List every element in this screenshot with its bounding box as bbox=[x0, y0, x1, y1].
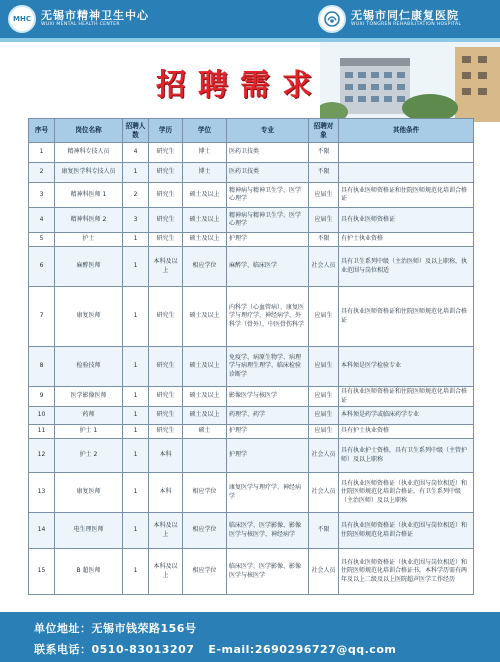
cell-major: 内科学（心血管病）、康复医学与理疗学、神经病学、外科学（骨外）、中医骨伤科学 bbox=[227, 287, 309, 347]
right-hospital-name: 无锡市同仁康复医院 bbox=[351, 8, 459, 22]
cell-conditions: 具有执业医师资格证和住院医师规范化培训合格证 bbox=[339, 387, 474, 407]
cell-headcount: 1 bbox=[123, 407, 149, 425]
mhc-logo-icon bbox=[8, 5, 36, 33]
table-row bbox=[29, 347, 474, 387]
table-row bbox=[29, 208, 474, 233]
table-row bbox=[29, 183, 474, 208]
cell-conditions bbox=[339, 163, 474, 183]
cell-index: 15 bbox=[29, 549, 55, 595]
cell-major: 护理学 bbox=[227, 425, 309, 439]
cell-position: 护士 2 bbox=[55, 439, 123, 473]
cell-education: 研究生 bbox=[149, 387, 183, 407]
cell-position: 康复医师 bbox=[55, 473, 123, 513]
address-value: 无锡市钱荣路156号 bbox=[91, 622, 197, 635]
header-conditions: 其他条件 bbox=[339, 119, 474, 143]
cell-major: 麻醉学、临床医学 bbox=[227, 247, 309, 287]
cell-education: 本科 bbox=[149, 473, 183, 513]
cell-position: 检验技师 bbox=[55, 347, 123, 387]
cell-position: 康复医师 bbox=[55, 287, 123, 347]
cell-education: 研究生 bbox=[149, 425, 183, 439]
table-row bbox=[29, 473, 474, 513]
cell-index: 1 bbox=[29, 143, 55, 163]
cell-major: 临床医学、医学影像、影像医学与核医学、神经病学 bbox=[227, 513, 309, 549]
cell-headcount: 3 bbox=[123, 208, 149, 233]
email-value[interactable]: 2690296727@qq.com bbox=[254, 643, 397, 656]
cell-degree bbox=[183, 439, 227, 473]
cell-index: 9 bbox=[29, 387, 55, 407]
cell-target: 社会人员 bbox=[309, 439, 339, 473]
cell-major: 医药卫技类 bbox=[227, 163, 309, 183]
cell-index: 3 bbox=[29, 183, 55, 208]
cell-headcount: 1 bbox=[123, 549, 149, 595]
tongren-logo-icon bbox=[318, 5, 346, 33]
cell-index: 8 bbox=[29, 347, 55, 387]
contact-line bbox=[34, 641, 396, 657]
cell-position: 护士 bbox=[55, 233, 123, 247]
cell-position: 麻醉医师 bbox=[55, 247, 123, 287]
cell-headcount: 1 bbox=[123, 163, 149, 183]
cell-headcount: 1 bbox=[123, 233, 149, 247]
header-headcount: 招聘人数 bbox=[123, 119, 149, 143]
cell-index: 14 bbox=[29, 513, 55, 549]
cell-index: 11 bbox=[29, 425, 55, 439]
cell-position: 医学影像医师 bbox=[55, 387, 123, 407]
cell-headcount: 1 bbox=[123, 425, 149, 439]
cell-position: 精神科医师 1 bbox=[55, 183, 123, 208]
cell-degree: 硕士及以上 bbox=[183, 233, 227, 247]
phone-value: 0510-83013207 bbox=[91, 643, 195, 656]
cell-headcount: 1 bbox=[123, 287, 149, 347]
header-major: 专业 bbox=[227, 119, 309, 143]
cell-education: 研究生 bbox=[149, 163, 183, 183]
cell-target: 应届生 bbox=[309, 183, 339, 208]
cell-degree: 硕士及以上 bbox=[183, 387, 227, 407]
cell-degree: 硕士及以上 bbox=[183, 183, 227, 208]
address-label: 单位地址： bbox=[34, 622, 92, 635]
cell-education: 本科及以上 bbox=[149, 549, 183, 595]
cell-target: 不限 bbox=[309, 513, 339, 549]
cell-position: 药师 bbox=[55, 407, 123, 425]
header-education: 学历 bbox=[149, 119, 183, 143]
cell-major: 康复医学与理疗学、神经病学 bbox=[227, 473, 309, 513]
cell-degree: 相应学位 bbox=[183, 473, 227, 513]
left-hospital-logo bbox=[8, 5, 149, 33]
table-row bbox=[29, 439, 474, 473]
cell-target: 社会人员 bbox=[309, 549, 339, 595]
table-row bbox=[29, 549, 474, 595]
cell-major: 护理学 bbox=[227, 439, 309, 473]
cell-conditions: 具有卫生系列中级（主治医师）及以上职称，执业范围与岗位相适 bbox=[339, 247, 474, 287]
cell-index: 4 bbox=[29, 208, 55, 233]
mhc-logo-mark: MHC bbox=[13, 15, 31, 23]
cell-conditions: 本科须是医学检验专业 bbox=[339, 347, 474, 387]
cell-major: 医药卫技类 bbox=[227, 143, 309, 163]
cell-major: 精神病与精神卫生学、医学心理学 bbox=[227, 183, 309, 208]
header-index: 序号 bbox=[29, 119, 55, 143]
address-line bbox=[34, 620, 196, 636]
cell-position: B 超医师 bbox=[55, 549, 123, 595]
cell-degree: 硕士及以上 bbox=[183, 347, 227, 387]
cell-education: 本科及以上 bbox=[149, 513, 183, 549]
cell-headcount: 1 bbox=[123, 387, 149, 407]
table-row bbox=[29, 233, 474, 247]
table-row bbox=[29, 387, 474, 407]
cell-education: 研究生 bbox=[149, 347, 183, 387]
cell-headcount: 4 bbox=[123, 143, 149, 163]
cell-education: 研究生 bbox=[149, 233, 183, 247]
cell-degree: 硕士 bbox=[183, 425, 227, 439]
cell-conditions: 具有执业医师资格证和住院医师规范化培训合格证 bbox=[339, 287, 474, 347]
cell-conditions: 具有执业医师资格证（执业范围与岗位相适）和住院医师规范化培训合格证书，本科学历需有两年及以上二级及以上医院超声医学工作经历 bbox=[339, 549, 474, 595]
page-title: 招聘需求 bbox=[156, 68, 324, 103]
cell-target: 不限 bbox=[309, 143, 339, 163]
cell-major: 精神病与精神卫生学、医学心理学 bbox=[227, 208, 309, 233]
table-row bbox=[29, 513, 474, 549]
cell-education: 研究生 bbox=[149, 208, 183, 233]
cell-position: 电生理医师 bbox=[55, 513, 123, 549]
cell-target: 社会人员 bbox=[309, 247, 339, 287]
footer-band bbox=[0, 612, 500, 662]
cell-index: 13 bbox=[29, 473, 55, 513]
cell-conditions: 具有执业医师资格证 bbox=[339, 208, 474, 233]
cell-major: 临床医学、医学影像、影像医学与核医学 bbox=[227, 549, 309, 595]
cell-education: 研究生 bbox=[149, 407, 183, 425]
cell-degree: 相应学位 bbox=[183, 549, 227, 595]
cell-major: 免疫学、病原生物学、病理学与病理生理学、临床检验诊断学 bbox=[227, 347, 309, 387]
cell-index: 2 bbox=[29, 163, 55, 183]
table-row bbox=[29, 287, 474, 347]
cell-conditions: 本科须是药学或临床药学专业 bbox=[339, 407, 474, 425]
cell-conditions: 具有执业医师资格证（执业范围与岗位相适）和住院医师规范化培训合格证 bbox=[339, 513, 474, 549]
cell-conditions: 具有护士执业资格 bbox=[339, 425, 474, 439]
cell-target: 不限 bbox=[309, 233, 339, 247]
table-header-row bbox=[29, 119, 474, 143]
cell-index: 7 bbox=[29, 287, 55, 347]
left-hospital-name: 无锡市精神卫生中心 bbox=[41, 8, 149, 22]
cell-education: 本科及以上 bbox=[149, 247, 183, 287]
cell-education: 研究生 bbox=[149, 183, 183, 208]
cell-degree: 硕士及以上 bbox=[183, 208, 227, 233]
cell-conditions: 具有执业医师资格证和住院医师规范化培训合格证 bbox=[339, 183, 474, 208]
cell-headcount: 1 bbox=[123, 473, 149, 513]
cell-headcount: 1 bbox=[123, 247, 149, 287]
table-row bbox=[29, 163, 474, 183]
cell-conditions: 具有执业护士资格，具有卫生系列中级（主管护师）及以上职称 bbox=[339, 439, 474, 473]
hospital-building-illustration bbox=[320, 42, 500, 122]
cell-degree: 博士 bbox=[183, 143, 227, 163]
header-degree: 学位 bbox=[183, 119, 227, 143]
right-hospital-name-en: WUXI TONGREN REHABILITATION HOSPITAL bbox=[351, 22, 462, 28]
cell-target: 应届生 bbox=[309, 347, 339, 387]
recruitment-table bbox=[28, 118, 474, 595]
cell-target: 应届生 bbox=[309, 287, 339, 347]
cell-headcount: 2 bbox=[123, 183, 149, 208]
cell-position: 护士 1 bbox=[55, 425, 123, 439]
cell-degree: 相应学位 bbox=[183, 513, 227, 549]
cell-target: 应届生 bbox=[309, 387, 339, 407]
cell-target: 社会人员 bbox=[309, 473, 339, 513]
email-label: E-mail: bbox=[208, 643, 255, 656]
cell-headcount: 1 bbox=[123, 347, 149, 387]
cell-headcount: 1 bbox=[123, 513, 149, 549]
cell-position: 精神科专技人员 bbox=[55, 143, 123, 163]
cell-degree: 博士 bbox=[183, 163, 227, 183]
table-row bbox=[29, 407, 474, 425]
cell-conditions bbox=[339, 143, 474, 163]
header-target: 招聘对象 bbox=[309, 119, 339, 143]
cell-target: 应届生 bbox=[309, 208, 339, 233]
cell-index: 6 bbox=[29, 247, 55, 287]
cell-degree: 相应学位 bbox=[183, 247, 227, 287]
cell-headcount: 1 bbox=[123, 439, 149, 473]
cell-index: 12 bbox=[29, 439, 55, 473]
cell-position: 康复医学科专技人员 bbox=[55, 163, 123, 183]
cell-degree: 硕士及以上 bbox=[183, 407, 227, 425]
cell-conditions: 具有执业医师资格证（执业范围与岗位相适）和住院医师规范化培训合格证，有卫生系列中级（主治医师）及以上职称 bbox=[339, 473, 474, 513]
right-hospital-logo bbox=[318, 5, 461, 33]
cell-education: 研究生 bbox=[149, 143, 183, 163]
table-row bbox=[29, 143, 474, 163]
recruitment-table-wrap bbox=[28, 118, 473, 595]
cell-education: 本科 bbox=[149, 439, 183, 473]
cell-target: 不限 bbox=[309, 163, 339, 183]
left-hospital-name-en: WUXI MENTAL HEALTH CENTER bbox=[41, 22, 120, 28]
cell-target: 应届生 bbox=[309, 407, 339, 425]
header-band bbox=[0, 0, 500, 38]
cell-target: 应届生 bbox=[309, 425, 339, 439]
cell-index: 10 bbox=[29, 407, 55, 425]
phone-label: 联系电话： bbox=[34, 643, 92, 656]
table-row bbox=[29, 425, 474, 439]
cell-conditions: 有护士执业资格 bbox=[339, 233, 474, 247]
cell-degree: 硕士及以上 bbox=[183, 287, 227, 347]
cell-education: 研究生 bbox=[149, 287, 183, 347]
cell-major: 影像医学与核医学 bbox=[227, 387, 309, 407]
cell-major: 护理学 bbox=[227, 233, 309, 247]
table-row bbox=[29, 247, 474, 287]
cell-major: 药理学、药学 bbox=[227, 407, 309, 425]
header-position: 岗位名称 bbox=[55, 119, 123, 143]
cell-position: 精神科医师 2 bbox=[55, 208, 123, 233]
cell-index: 5 bbox=[29, 233, 55, 247]
